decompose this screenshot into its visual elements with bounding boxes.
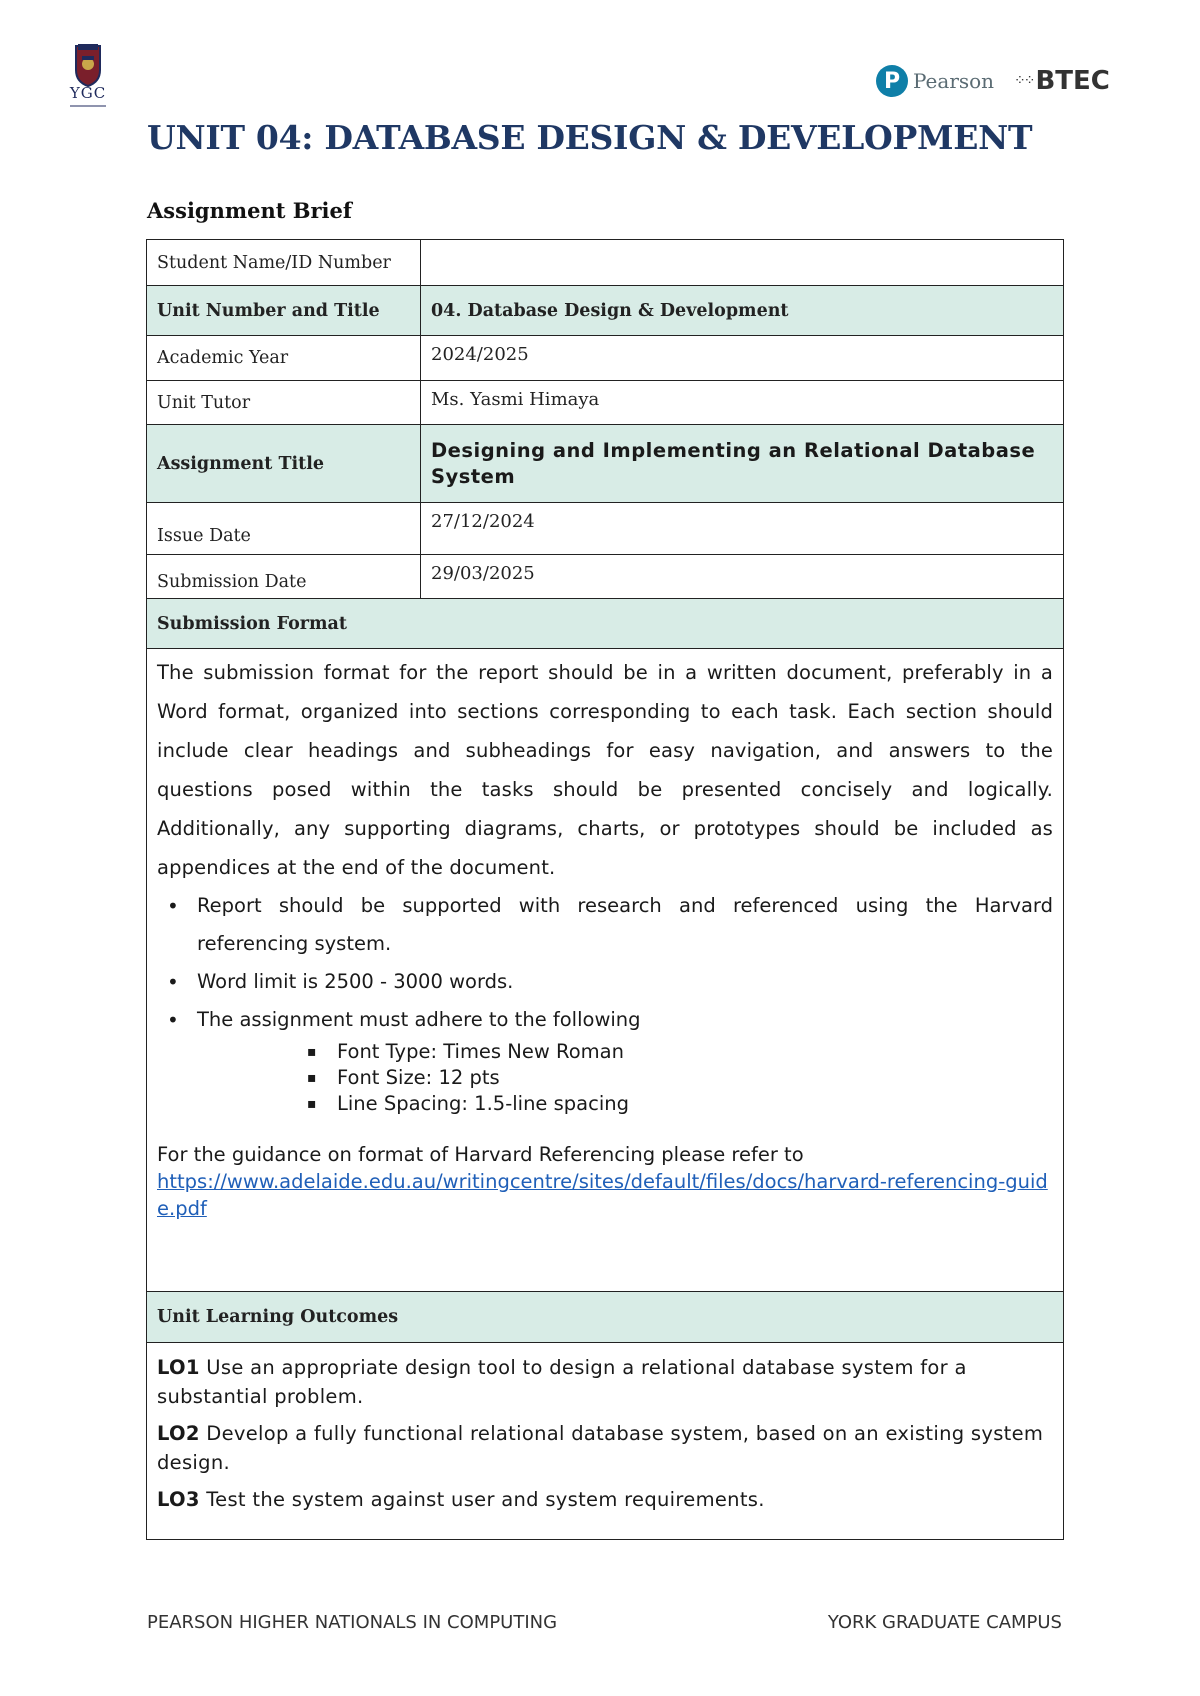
table-row-assignment (147, 425, 1064, 503)
pearson-logo-text: Pearson (913, 69, 995, 93)
assignment-label: Assignment Title (147, 425, 421, 503)
table-row-student (147, 240, 1064, 286)
lo-code: LO1 (157, 1356, 200, 1379)
table-row-year (147, 336, 1064, 381)
submission-format-paragraph: The submission format for the report should be in a written document, preferably in a Word format, organized into sections corresponding to each task. Each section should include clear headings and subheadings for easy navigation, and answers to the questions posed within the tasks should be presented concisely and logically. Additionally, any supporting diagrams, charts, or prototypes should be included as appendices at the end of the document. (157, 661, 1053, 879)
lo-code: LO2 (157, 1422, 200, 1445)
lo-text: Use an appropriate design tool to design a relational database system for a substantial problem. (157, 1356, 967, 1408)
list-item: ▪ Font Size: 12 pts (307, 1065, 1053, 1091)
lo-text: Develop a fully functional relational database system, based on an existing system design. (157, 1422, 1044, 1474)
guidance-text: For the guidance on format of Harvard Referencing please refer to (157, 1143, 804, 1166)
submission-format-heading: Submission Format (147, 599, 1064, 649)
ygc-logo (60, 40, 116, 112)
list-item: • Word limit is 2500 - 3000 words. (157, 963, 1053, 1001)
submission-bullets (157, 887, 1053, 1039)
table-row-unit (147, 286, 1064, 336)
unit-value: 04. Database Design & Development (421, 286, 1064, 336)
lo-text: Test the system against user and system requirements. (206, 1488, 765, 1511)
table-row-tutor (147, 381, 1064, 425)
footer-left: PEARSON HIGHER NATIONALS IN COMPUTING (147, 1612, 558, 1633)
brief-heading: Assignment Brief (147, 198, 352, 223)
list-item: ▪ Font Type: Times New Roman (307, 1039, 1053, 1065)
table-row-learning-outcomes (147, 1343, 1064, 1540)
table-row-learning-outcomes-heading (147, 1292, 1064, 1343)
learning-outcome-lo2 (157, 1419, 1053, 1477)
issue-value: 27/12/2024 (421, 503, 1064, 555)
list-item: • Report should be supported with research and referenced using the Harvard referencing system. (157, 887, 1053, 963)
submission-format-body (147, 649, 1064, 1292)
year-value: 2024/2025 (421, 336, 1064, 381)
unit-label: Unit Number and Title (147, 286, 421, 336)
tutor-label: Unit Tutor (147, 381, 421, 425)
table-row-submission (147, 555, 1064, 599)
btec-logo-text: BTEC (1035, 66, 1110, 96)
submission-label: Submission Date (147, 555, 421, 599)
student-label: Student Name/ID Number (147, 240, 421, 286)
table-row-issue (147, 503, 1064, 555)
learning-outcome-lo1 (157, 1353, 1053, 1411)
table-row-submission-format-body (147, 649, 1064, 1292)
btec-dots-icon: ⁘⁘ (1014, 73, 1034, 89)
table-row-submission-format-heading (147, 599, 1064, 649)
format-requirements-list (157, 1039, 1053, 1117)
learning-outcomes-heading: Unit Learning Outcomes (147, 1292, 1064, 1343)
list-item: ▪ Line Spacing: 1.5-line spacing (307, 1091, 1053, 1117)
tutor-value: Ms. Yasmi Himaya (421, 381, 1064, 425)
list-item: • The assignment must adhere to the following (157, 1001, 1053, 1039)
footer-right: YORK GRADUATE CAMPUS (827, 1612, 1062, 1633)
assignment-brief-table (146, 239, 1064, 1540)
harvard-guide-link[interactable]: https://www.adelaide.edu.au/writingcentre/sites/default/files/docs/harvard-referencing-guide.pdf (157, 1170, 1048, 1220)
assignment-value: Designing and Implementing an Relational Database System (421, 425, 1064, 503)
student-value (421, 240, 1064, 286)
learning-outcome-lo3 (157, 1485, 1053, 1514)
lo-code: LO3 (157, 1488, 200, 1511)
submission-value: 29/03/2025 (421, 555, 1064, 599)
page-title: UNIT 04: DATABASE DESIGN & DEVELOPMENT (147, 118, 1033, 157)
year-label: Academic Year (147, 336, 421, 381)
pearson-p-icon: P (876, 65, 908, 97)
issue-label: Issue Date (147, 503, 421, 555)
ygc-logo-text: YGC (69, 84, 107, 102)
harvard-guidance (157, 1141, 1053, 1222)
pearson-logo (876, 62, 994, 100)
btec-logo (1014, 62, 1110, 100)
learning-outcomes-body (147, 1343, 1064, 1540)
